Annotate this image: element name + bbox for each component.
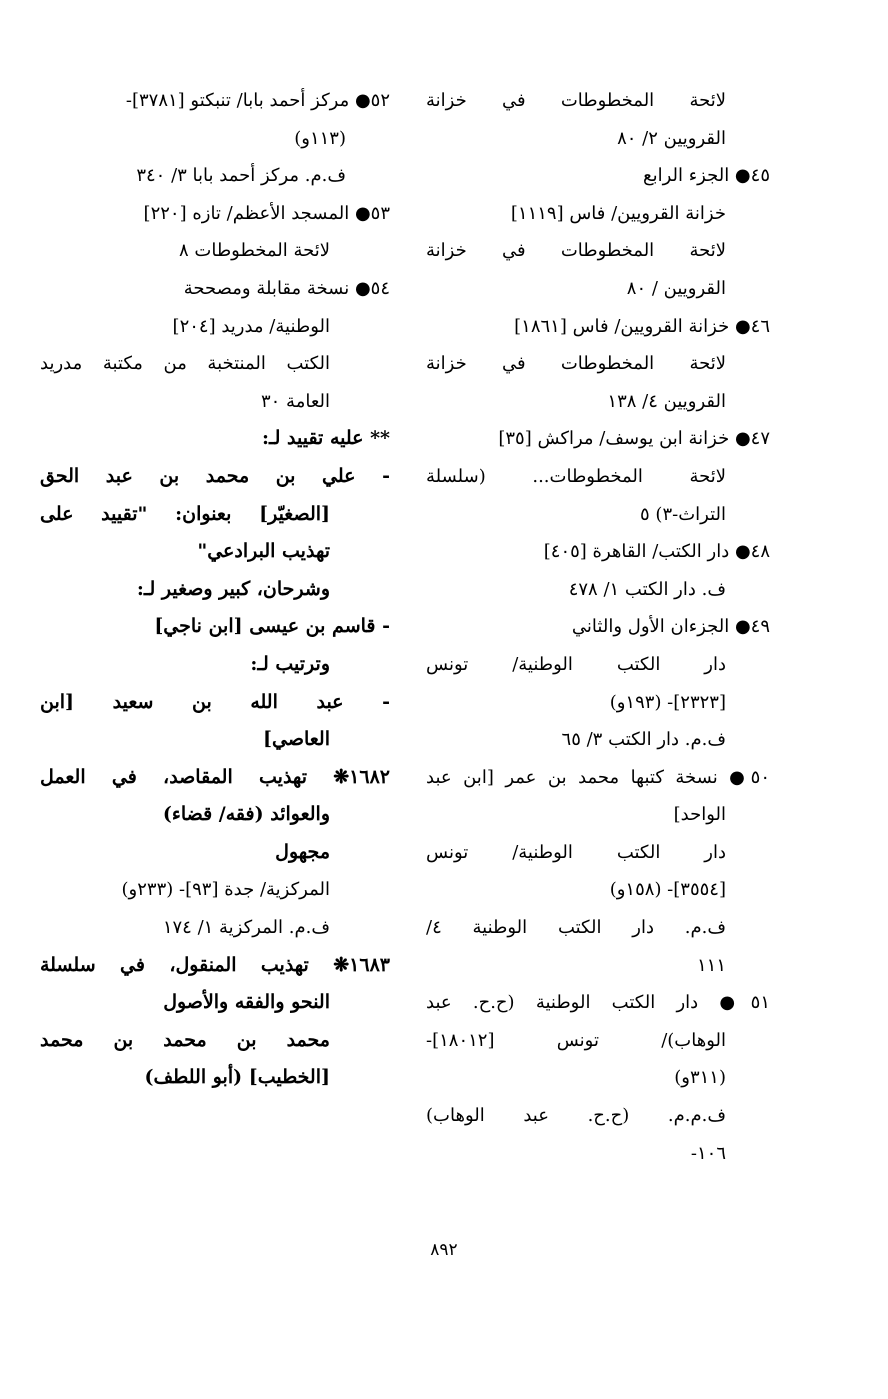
text-line: لائحة المخطوطات... (سلسلة [426, 465, 726, 487]
text-line: الواحد] [673, 804, 726, 826]
note-heading: ** عليه تقييد لـ: [262, 427, 390, 450]
bold-line: - قاسم بن عيسى [ابن ناجي] [154, 615, 390, 638]
text-line: القرويين ٢/ ٨٠ [617, 127, 726, 149]
bold-line: النحو والفقه والأصول [163, 991, 330, 1014]
text-line: لائحة المخطوطات في خزانة [426, 90, 726, 111]
title-entry: ١٦٨٣❋ تهذيب المنقول، في سلسلة [40, 953, 390, 976]
right-column [426, 82, 770, 1172]
text-line: الوطنية/ مدريد [٢٠٤] [172, 315, 330, 337]
text-line: ١٠٦- [690, 1142, 726, 1164]
bold-line: تهذيب البرادعي" [197, 540, 330, 563]
text-line: الوهاب)/ تونس [١٨٠١٢]- [426, 1029, 726, 1051]
author-line: [الخطيب] (أبو اللطف) [144, 1066, 330, 1089]
entry-line: ٤٩● الجزءان الأول والثاني [571, 616, 770, 638]
text-line: ف.م. دار الكتب الوطنية ٤/ [426, 917, 726, 939]
bold-line: [الصغيّر] بعنوان: "تقييد على [40, 502, 330, 525]
entry-line: ٤٥● الجزء الرابع [642, 165, 770, 187]
text-line: لائحة المخطوطات في خزانة [426, 240, 726, 262]
text-line: لائحة المخطوطات ٨ [179, 240, 330, 262]
text-line: ف.م.م. (ح.ح. عبد الوهاب) [426, 1105, 726, 1127]
text-line: ف.م. مركز أحمد بابا ٣/ ٣٤٠ [136, 165, 346, 187]
bold-line: العاصي] [263, 728, 330, 751]
text-line: [٢٣٢٣]- (١٩٣و) [609, 691, 726, 713]
bold-line: والعوائد (فقه/ قضاء) [162, 803, 330, 826]
page-number: ٨٩٢ [430, 1240, 458, 1260]
bold-line: وترتيب لـ: [250, 652, 330, 675]
text-line: ١١١ [696, 954, 726, 976]
bold-line: - عبد الله بن سعيد [ابن [40, 690, 390, 713]
text-line: (١١٣و) [294, 127, 346, 149]
text-line: التراث-٣) ٥ [640, 503, 726, 525]
author-line: مجهول [275, 840, 330, 863]
title-entry: ١٦٨٢❋ تهذيب المقاصد، في العمل [40, 765, 390, 788]
entry-line: ٥٣● المسجد الأعظم/ تازه [٢٢٠] [143, 202, 390, 224]
text-line: القرويين ٤/ ١٣٨ [607, 390, 726, 412]
entry-line: ٤٦● خزانة القرويين/ فاس [١٨٦١] [514, 315, 770, 337]
text-line: ف.م. دار الكتب ٣/ ٦٥ [561, 729, 726, 751]
text-line: خزانة القرويين/ فاس [١١١٩] [510, 202, 726, 224]
text-line: لائحة المخطوطات في خزانة [426, 353, 726, 375]
text-line: دار الكتب الوطنية/ تونس [426, 841, 726, 863]
entry-line: ٥١● دار الكتب الوطنية (ح.ح. عبد [426, 992, 770, 1014]
bold-line: وشرحان، كبير وصغير لـ: [136, 577, 330, 600]
bold-line: - علي بن محمد بن عبد الحق [40, 464, 390, 487]
text-line: (٣١١و) [674, 1067, 726, 1089]
text-line: العامة ٣٠ [260, 390, 330, 412]
entry-line: ٤٨● دار الكتب/ القاهرة [٤٠٥] [543, 541, 770, 563]
text-line: [٣٥٥٤]- (١٥٨و) [609, 879, 726, 901]
text-line: المركزية/ جدة [٩٣]- (٢٣٣و) [121, 879, 330, 901]
left-column [40, 82, 390, 1097]
text-line: القرويين / ٨٠ [626, 277, 726, 299]
entry-line: ٥٢● مركز أحمد بابا/ تنبكتو [٣٧٨١]- [125, 90, 390, 111]
text-line: الكتب المنتخبة من مكتبة مدريد [40, 353, 330, 375]
text-line: دار الكتب الوطنية/ تونس [426, 653, 726, 675]
text-line: ف. دار الكتب ١/ ٤٧٨ [568, 578, 726, 600]
entry-line: ٤٧● خزانة ابن يوسف/ مراكش [٣٥] [498, 428, 770, 450]
author-line: محمد بن محمد بن محمد [40, 1028, 330, 1051]
entry-line: ٥٠● نسخة كتبها محمد بن عمر [ابن عبد [426, 766, 770, 788]
entry-line: ٥٤● نسخة مقابلة ومصححة [183, 277, 390, 299]
text-line: ف.م. المركزية ١/ ١٧٤ [162, 917, 330, 939]
